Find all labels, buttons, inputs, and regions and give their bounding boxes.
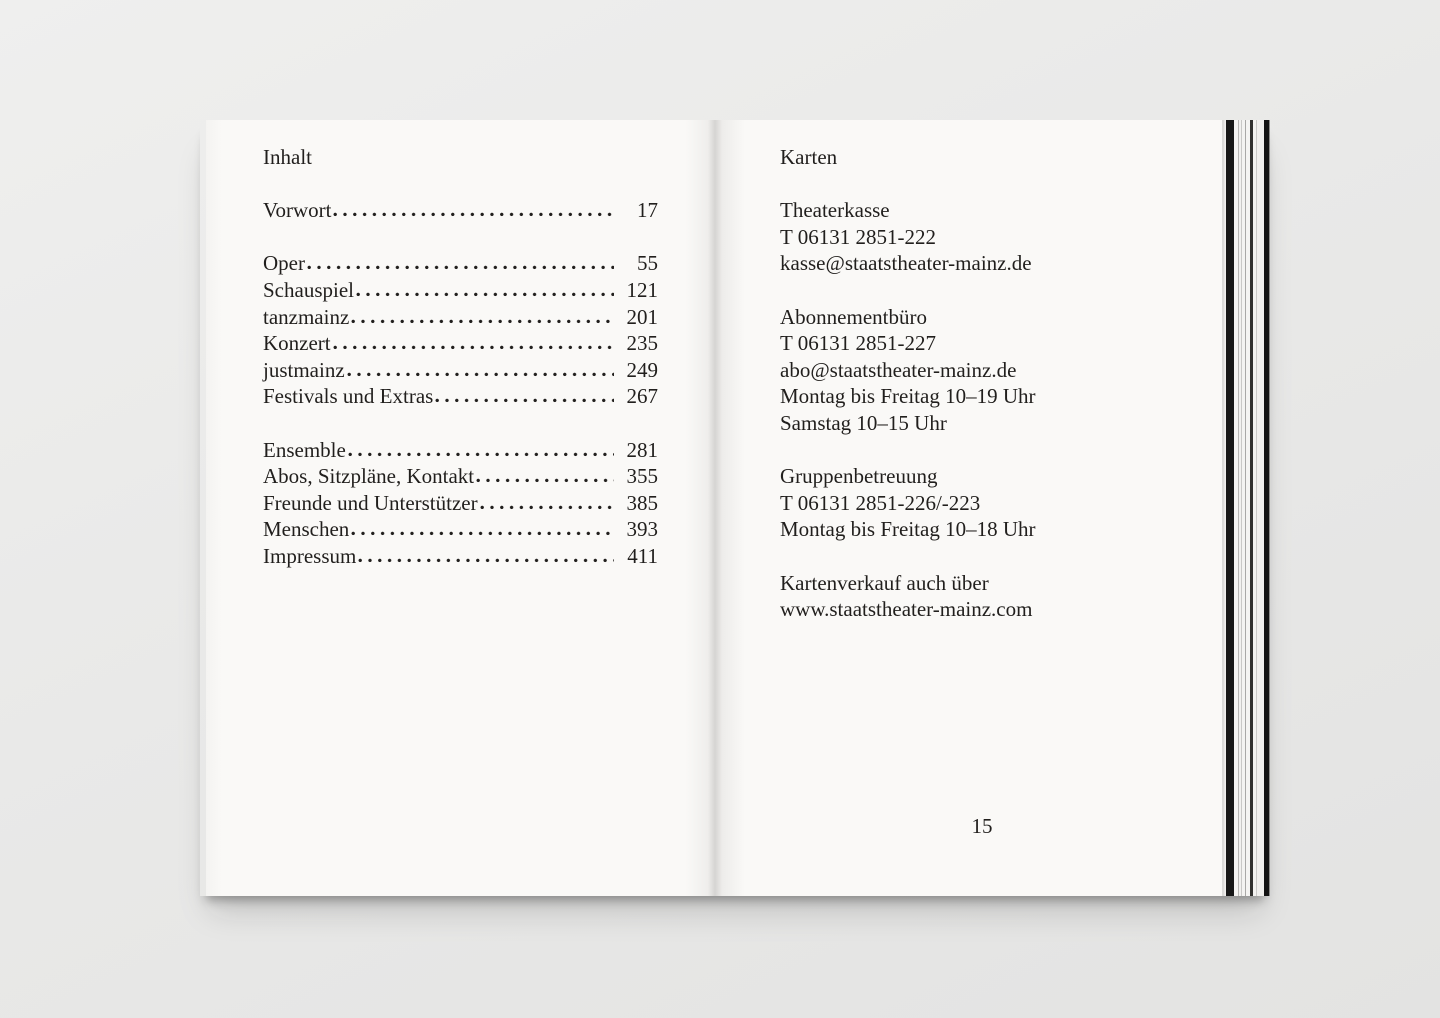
hours-line: Montag bis Freitag 10–18 Uhr (780, 517, 1036, 542)
toc-entry-page: 121 (626, 277, 658, 302)
toc-entry-page: 355 (626, 464, 658, 489)
email-line: abo@staatstheater-mainz.de (780, 357, 1017, 382)
dot-leader (435, 398, 614, 403)
contact-line: Theaterkasse (780, 198, 890, 223)
toc-entry-label: Menschen (263, 517, 350, 542)
contact-line: Gruppenbetreuung (780, 464, 938, 489)
toc-entry-label: Impressum (263, 543, 357, 568)
dot-leader (307, 265, 614, 270)
toc-entry-label: Festivals und Extras (263, 384, 434, 409)
contact-line: Kartenverkauf auch über (780, 570, 989, 595)
dot-leader (356, 292, 614, 297)
book-fore-edge-pages (1222, 120, 1270, 896)
toc-entry-page: 55 (637, 251, 658, 276)
contact-block-gruppenbetreuung (780, 463, 1222, 543)
hours-line: Samstag 10–15 Uhr (780, 410, 947, 435)
karten-title: Karten (780, 145, 838, 169)
toc-entry-label: Abos, Sitzpläne, Kontakt (263, 464, 475, 489)
phone-line: T 06131 2851-226/-223 (780, 490, 981, 515)
toc-entry-page: 17 (637, 198, 658, 223)
right-page (715, 120, 1222, 896)
toc-entry-label: Ensemble (263, 437, 346, 462)
toc-row (263, 277, 658, 304)
toc-row (263, 304, 658, 331)
website-line: www.staatstheater-mainz.com (780, 597, 1033, 622)
page-number: 15 (971, 814, 993, 838)
book-spread (200, 120, 1270, 896)
dot-leader (480, 505, 614, 510)
phone-line: T 06131 2851-222 (780, 224, 936, 249)
toc-row (263, 437, 658, 464)
toc-entry-page: 411 (627, 543, 658, 568)
contact-block-kartenverkauf (780, 570, 1222, 623)
dot-leader (351, 531, 614, 536)
toc-entry-label: Freunde und Unterstützer (263, 490, 478, 515)
toc-entry-label: Vorwort (263, 198, 332, 223)
toc-title: Inhalt (263, 145, 312, 169)
dot-leader (476, 478, 614, 483)
toc-entry-page: 267 (626, 384, 658, 409)
toc-entry-page: 249 (626, 357, 658, 382)
table-of-contents (263, 197, 658, 569)
toc-entry-label: Oper (263, 251, 305, 276)
contact-line: Abonnementbüro (780, 304, 927, 329)
toc-entry-page: 393 (626, 517, 658, 542)
toc-entry-page: 235 (626, 331, 658, 356)
toc-entry-label: Schauspiel (263, 277, 354, 302)
toc-row (263, 543, 658, 570)
toc-row (263, 383, 658, 410)
toc-row (263, 490, 658, 517)
hours-line: Montag bis Freitag 10–19 Uhr (780, 384, 1036, 409)
toc-row (263, 197, 658, 224)
dot-leader (351, 319, 614, 324)
toc-entry-page: 281 (626, 437, 658, 462)
toc-entry-label: tanzmainz (263, 304, 350, 329)
toc-entry-label: justmainz (263, 357, 345, 382)
contact-block-abonnementbuero (780, 304, 1222, 437)
dot-leader (347, 372, 614, 377)
email-line: kasse@staatstheater-mainz.de (780, 251, 1032, 276)
toc-entry-label: Konzert (263, 331, 331, 356)
toc-row (263, 250, 658, 277)
dot-leader (358, 558, 614, 563)
toc-row (263, 516, 658, 543)
phone-line: T 06131 2851-227 (780, 331, 936, 356)
dot-leader (348, 452, 614, 457)
toc-entry-page: 385 (626, 490, 658, 515)
dot-leader (333, 212, 614, 217)
toc-row (263, 357, 658, 384)
toc-row (263, 463, 658, 490)
contact-block-theaterkasse (780, 197, 1222, 277)
toc-entry-page: 201 (626, 304, 658, 329)
toc-row (263, 330, 658, 357)
dot-leader (333, 345, 614, 350)
left-page (206, 120, 715, 896)
